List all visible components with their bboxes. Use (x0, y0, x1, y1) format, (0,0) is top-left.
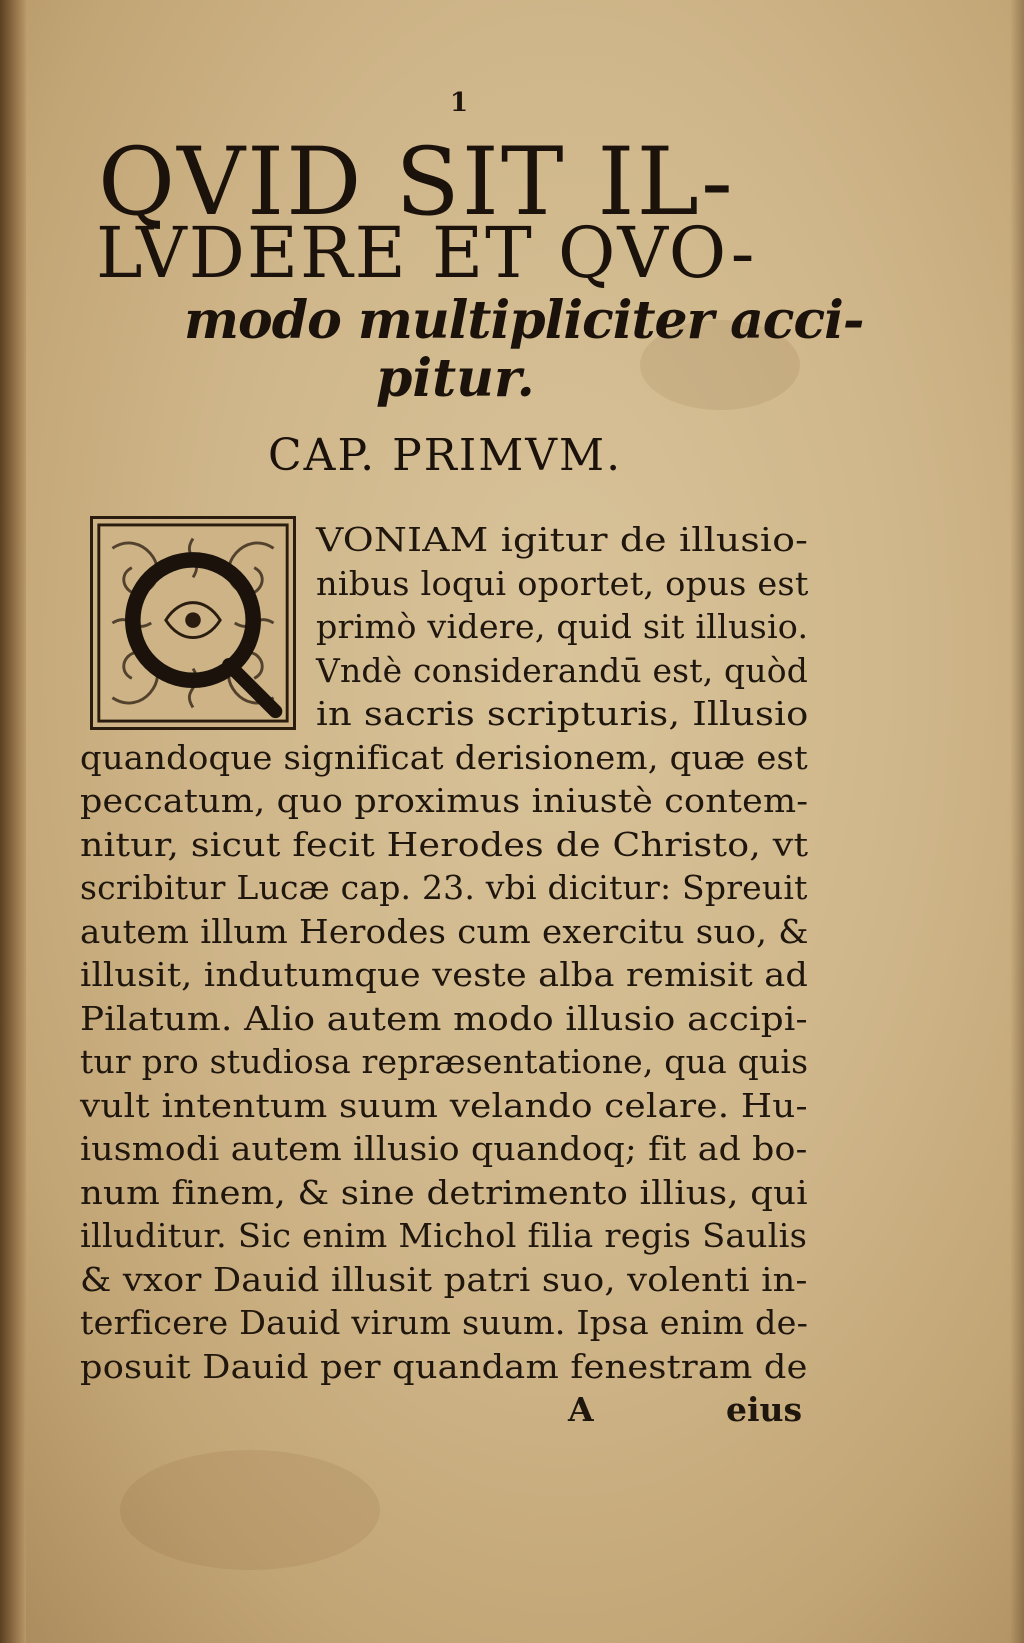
decorated-initial-q (90, 516, 296, 730)
body-line: autem illum Herodes cum exercitu suo, & (80, 911, 809, 951)
body-line: posuit Dauid per quandam fenestram de (80, 1346, 808, 1386)
body-line: iusmodi autem illusio quandoq; fit ad bo- (80, 1129, 808, 1168)
body-line: vult intentum suum velando celare. Hu- (80, 1085, 808, 1125)
body-line: Pilatum. Alio autem modo illusio accipi- (80, 998, 808, 1038)
body-line: quandoque significat derisionem, quæ est (80, 737, 808, 777)
paper-stain (120, 1450, 380, 1570)
signature-mark: A (568, 1390, 594, 1429)
title-line-4: pitur. (376, 348, 535, 409)
title-line-3: modo multipliciter acci- (184, 290, 864, 351)
body-line: in sacris scripturis, Illusio (316, 694, 809, 733)
body-line: tur pro studiosa repræsentatione, qua quis (80, 1042, 809, 1081)
body-line: primò videre, quid sit illusio. (316, 607, 809, 646)
page-number: 1 (450, 88, 469, 118)
catchword: eius (726, 1390, 803, 1429)
body-line: peccatum, quo proximus iniustè contem- (80, 781, 809, 820)
body-line: VONIAM igitur de illusio- (316, 520, 809, 559)
body-line: Vndè considerandū est, quòd (316, 650, 809, 690)
body-line: terficere Dauid virum suum. Ipsa enim de- (80, 1303, 809, 1342)
body-line: & vxor Dauid illusit patri suo, volenti in- (80, 1259, 808, 1299)
page-gutter (0, 0, 26, 1643)
page-edge (1010, 0, 1024, 1643)
body-line: illuditur. Sic enim Michol filia regis Saulis (80, 1216, 808, 1255)
body-line: scribitur Lucæ cap. 23. vbi dicitur: Spreuit (80, 868, 808, 907)
title-line-2: LVDERE ET QVO- (96, 212, 757, 294)
title-line-1: QVID SIT IL- (98, 128, 735, 237)
body-line: num finem, & sine detrimento illius, qui (80, 1172, 808, 1212)
body-line: illusit, indutumque veste alba remisit ad (80, 955, 809, 994)
chapter-heading: CAP. PRIMVM. (268, 430, 623, 481)
body-line: nitur, sicut fecit Herodes de Christo, vt (80, 824, 809, 864)
body-line: nibus loqui oportet, opus est (316, 563, 809, 603)
ornament-icon (93, 519, 293, 727)
